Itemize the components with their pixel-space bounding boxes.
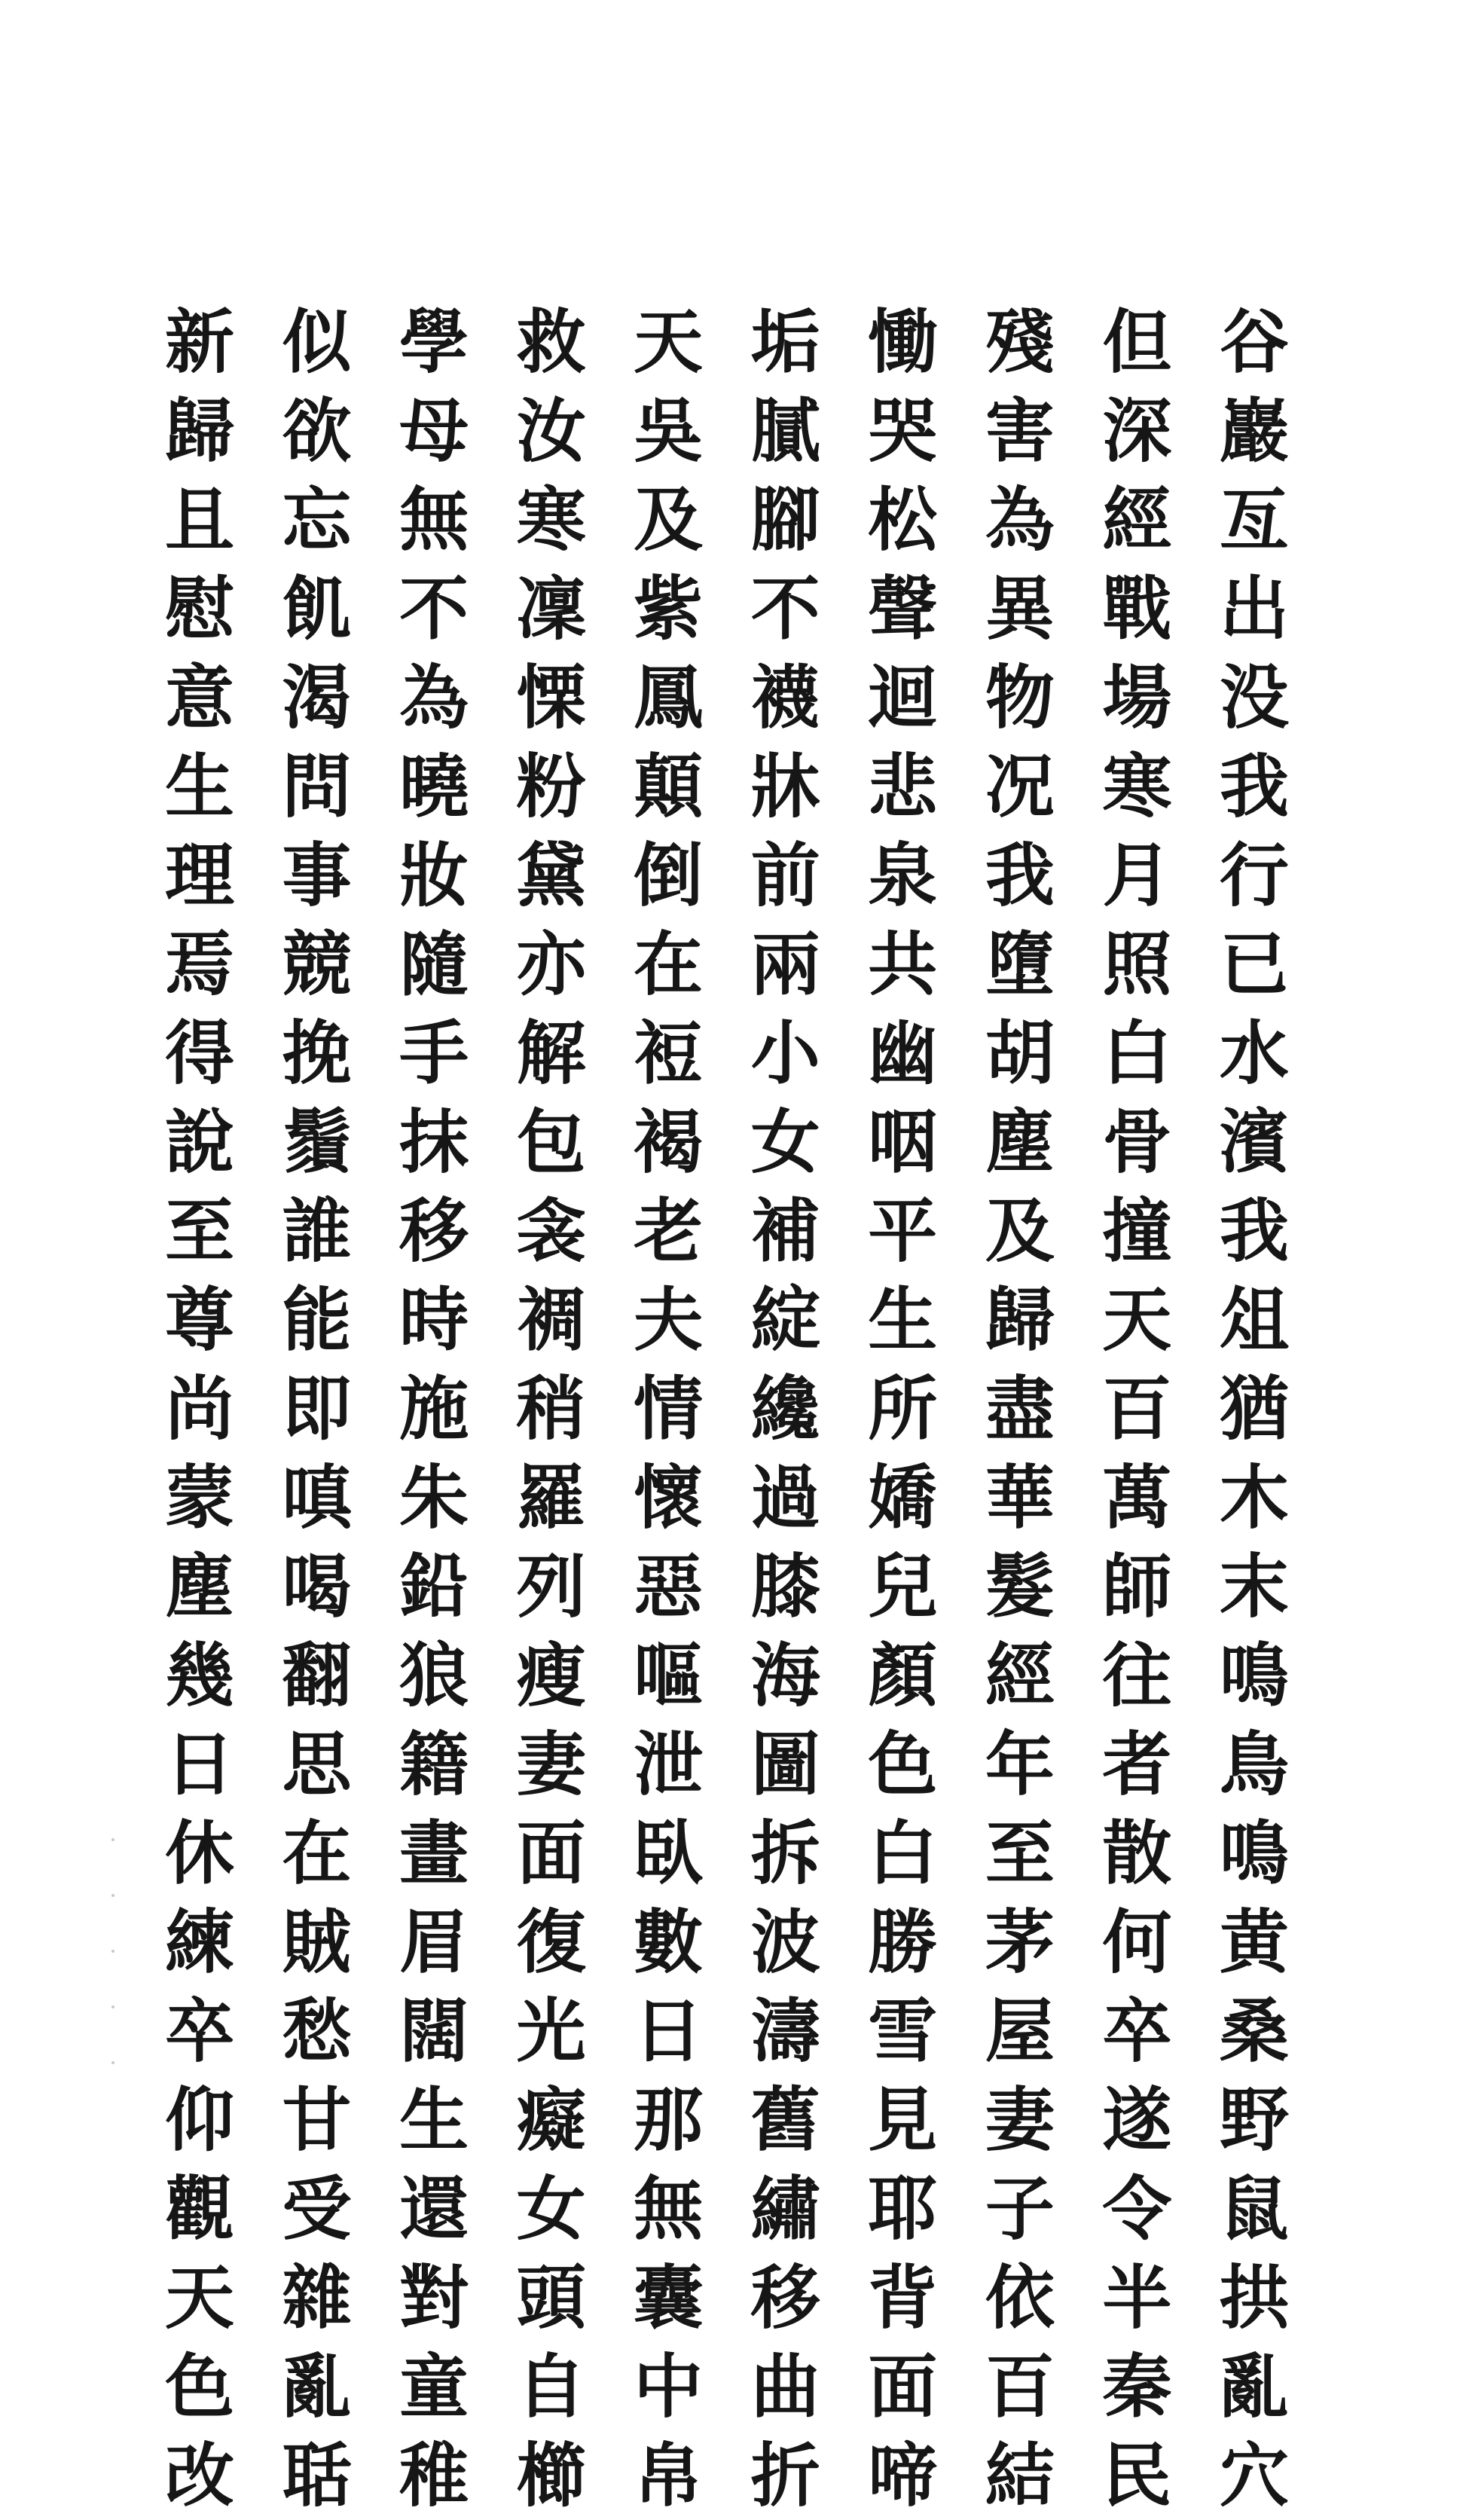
character-glyph: 改 — [164, 2435, 234, 2516]
character-glyph: 即 — [282, 1368, 352, 1449]
character-glyph: 光 — [516, 1990, 586, 2072]
character-glyph: 瘦 — [516, 1635, 586, 1716]
character-glyph: 民 — [1102, 2435, 1172, 2516]
character-glyph: 色 — [868, 1724, 938, 1805]
character-glyph: 及 — [634, 479, 704, 561]
character-glyph: 在 — [282, 1813, 352, 1894]
character-glyph: 闊 — [399, 1990, 469, 2072]
character-glyph: 愁 — [282, 1990, 352, 2072]
character-glyph: 見 — [868, 2079, 938, 2161]
character-glyph: 纔 — [750, 1368, 820, 1449]
character-glyph: 稚 — [399, 2435, 469, 2516]
character-glyph: 競 — [282, 924, 352, 1005]
character-glyph: 事 — [282, 835, 352, 916]
character-glyph: 天 — [634, 301, 704, 383]
character-glyph: 聒 — [282, 2435, 352, 2516]
character-glyph: 妻 — [516, 1724, 586, 1805]
text-column-9 — [268, 298, 366, 2516]
character-glyph: 日 — [634, 1990, 704, 2072]
character-glyph: 寒 — [1102, 746, 1172, 827]
character-glyph: 鳥 — [1219, 1724, 1289, 1805]
character-glyph: 髮 — [985, 1546, 1055, 1627]
character-glyph: 裋 — [634, 1013, 704, 1094]
character-glyph: 受 — [282, 2168, 352, 2250]
character-glyph: 天 — [164, 2257, 234, 2338]
margin-dots — [111, 1838, 116, 2064]
text-column-6 — [619, 298, 717, 2516]
character-glyph: 圖 — [750, 1724, 820, 1805]
character-glyph: 遂 — [1102, 2079, 1172, 2161]
character-glyph: 者 — [1102, 1724, 1172, 1805]
character-glyph: 萬 — [1102, 1457, 1172, 1538]
character-glyph: 汝 — [516, 390, 586, 472]
character-glyph: 補 — [750, 1190, 820, 1272]
character-glyph: 松 — [868, 479, 938, 561]
character-glyph: 能 — [282, 1279, 352, 1361]
character-glyph: 害 — [985, 390, 1055, 472]
character-glyph: 眉 — [399, 1901, 469, 1983]
character-glyph: 得 — [164, 1013, 234, 1094]
character-glyph: 妻 — [985, 2079, 1055, 2161]
character-glyph: 拆 — [750, 1813, 820, 1894]
character-glyph: 觀 — [164, 2168, 234, 2250]
character-glyph: 水 — [1219, 1013, 1289, 1094]
character-glyph: 思 — [282, 1724, 352, 1805]
character-glyph: 歸 — [985, 1279, 1055, 1361]
character-glyph: 曲 — [750, 2346, 820, 2427]
character-glyph: 練 — [164, 1901, 234, 1983]
character-glyph: 俎 — [1219, 1279, 1289, 1361]
character-glyph: 面 — [516, 1813, 586, 1894]
character-glyph: 前 — [750, 835, 820, 916]
character-glyph: 似 — [282, 301, 352, 383]
character-glyph: 谷 — [1219, 301, 1289, 383]
character-glyph: 垢 — [750, 301, 820, 383]
character-glyph: 舊 — [750, 2079, 820, 2161]
character-glyph: 問 — [282, 746, 352, 827]
character-glyph: 時 — [399, 1279, 469, 1361]
character-glyph: 過 — [750, 1457, 820, 1538]
character-glyph: 自 — [516, 2346, 586, 2427]
character-glyph: 嘔 — [634, 1635, 704, 1716]
character-glyph: 已 — [1219, 924, 1289, 1005]
character-glyph: 所 — [868, 1368, 938, 1449]
character-glyph: 面 — [868, 2346, 938, 2427]
character-glyph: 在 — [634, 924, 704, 1005]
character-glyph: 慄 — [516, 657, 586, 738]
character-glyph: 綻 — [750, 1279, 820, 1361]
character-glyph: 嬌 — [868, 1457, 938, 1538]
character-glyph: 懷 — [634, 1457, 704, 1538]
character-glyph: 濱 — [1219, 1101, 1289, 1183]
character-glyph: 狼 — [399, 1635, 469, 1716]
character-glyph: 波 — [750, 1901, 820, 1983]
character-glyph: 末 — [1219, 1546, 1289, 1627]
character-glyph: 猶 — [1219, 1368, 1289, 1449]
character-glyph: 行 — [1219, 835, 1289, 916]
character-glyph: 生 — [868, 1279, 938, 1361]
character-glyph: 鼠 — [1219, 2168, 1289, 2250]
character-glyph: 生 — [164, 746, 234, 827]
character-glyph: 色 — [164, 2346, 234, 2427]
character-glyph: 且 — [164, 479, 234, 561]
character-glyph: 桑 — [1219, 1990, 1289, 2072]
margin-dot — [111, 2005, 115, 2008]
character-glyph: 雜 — [282, 2257, 352, 2338]
character-glyph: 没 — [1219, 657, 1289, 738]
character-glyph: 令 — [1102, 2168, 1172, 2250]
character-glyph: 穴 — [1219, 2435, 1289, 2516]
character-glyph: 救 — [516, 301, 586, 383]
character-glyph: 情 — [634, 1368, 704, 1449]
character-glyph: 况 — [985, 746, 1055, 827]
character-glyph: 白 — [868, 1813, 938, 1894]
character-glyph: 年 — [985, 1724, 1055, 1805]
character-glyph: 亦 — [516, 924, 586, 1005]
character-glyph: 施 — [399, 1368, 469, 1449]
character-glyph: 數 — [634, 1901, 704, 1983]
character-glyph: 迴 — [868, 657, 938, 738]
character-glyph: 曉 — [399, 746, 469, 827]
character-glyph: 拱 — [1219, 2257, 1289, 2338]
character-glyph: 鳴 — [1219, 1635, 1289, 1716]
text-column-5 — [737, 298, 835, 2516]
character-glyph: 衾 — [516, 1190, 586, 1272]
character-glyph: 囊 — [634, 2257, 704, 2338]
character-glyph: 深 — [1102, 390, 1172, 472]
character-glyph: 日 — [164, 1724, 234, 1805]
character-glyph: 胡 — [985, 1013, 1055, 1094]
character-glyph: 鬚 — [282, 1101, 352, 1183]
character-glyph: 羅 — [516, 1457, 586, 1538]
character-glyph: 顏 — [868, 1635, 938, 1716]
character-glyph: 慰 — [164, 568, 234, 649]
character-glyph: 為 — [985, 479, 1055, 561]
character-glyph: 顛 — [634, 746, 704, 827]
character-glyph: 列 — [516, 1546, 586, 1627]
character-glyph: 骨 — [1102, 1101, 1172, 1183]
character-glyph: 出 — [1219, 568, 1289, 649]
character-glyph: 亂 — [282, 2346, 352, 2427]
character-glyph: 百 — [985, 2346, 1055, 2427]
character-glyph: 女 — [750, 1101, 820, 1183]
character-glyph: 膩 — [750, 390, 820, 472]
character-glyph: 畫 — [399, 1813, 469, 1894]
character-glyph: 耶 — [868, 2168, 938, 2250]
character-glyph: 哭 — [868, 390, 938, 472]
character-glyph: 牀 — [750, 746, 820, 827]
character-glyph: 茅 — [985, 1901, 1055, 1983]
character-glyph: 腳 — [750, 479, 820, 561]
character-glyph: 卒 — [164, 1990, 234, 2072]
character-glyph: 鳴 — [1219, 1813, 1289, 1894]
character-glyph: 膝 — [750, 1546, 820, 1627]
margin-dot — [111, 1838, 115, 1841]
character-glyph: 巖 — [1219, 390, 1289, 472]
character-glyph: 還 — [399, 2168, 469, 2250]
character-glyph: 聲 — [868, 568, 938, 649]
character-glyph: 我 — [985, 835, 1055, 916]
character-glyph: 往 — [1102, 1635, 1172, 1716]
character-glyph: 意 — [164, 657, 234, 738]
character-glyph: 欲 — [282, 390, 352, 472]
character-glyph: 我 — [1219, 1190, 1289, 1272]
character-glyph: 對 — [399, 2257, 469, 2338]
character-glyph: 撞 — [1102, 1190, 1172, 1272]
character-glyph: 飢 — [282, 568, 352, 649]
text-column-10 — [151, 298, 249, 2516]
character-glyph: 休 — [164, 1813, 234, 1894]
character-glyph: 殘 — [985, 301, 1055, 383]
text-column-2 — [1088, 298, 1186, 2516]
character-glyph: 那 — [634, 2079, 704, 2161]
character-glyph: 倒 — [634, 835, 704, 916]
character-glyph: 紫 — [634, 568, 704, 649]
text-column-7 — [502, 298, 600, 2516]
character-glyph: 挽 — [282, 1013, 352, 1094]
character-glyph: 籍 — [399, 1724, 469, 1805]
character-glyph: 黄 — [1219, 1901, 1289, 1983]
character-glyph: 繡 — [750, 2168, 820, 2250]
character-glyph: 塵 — [985, 1101, 1055, 1183]
character-glyph: 依 — [985, 2257, 1055, 2338]
character-glyph: 結 — [985, 2435, 1055, 2516]
character-glyph: 照 — [1102, 924, 1172, 1005]
character-glyph: 泉 — [868, 835, 938, 916]
text-column-3 — [971, 298, 1069, 2516]
character-glyph: 華 — [985, 1457, 1055, 1538]
character-glyph: 惡 — [634, 1546, 704, 1627]
character-glyph: 櫛 — [516, 2435, 586, 2516]
character-glyph: 頭 — [516, 2257, 586, 2338]
character-glyph: 雪 — [868, 1990, 938, 2072]
character-glyph: 慟 — [868, 301, 938, 383]
character-glyph: 尊 — [164, 1279, 234, 1361]
character-glyph: 共 — [868, 924, 938, 1005]
character-glyph: 亙 — [1219, 479, 1289, 561]
character-glyph: 百 — [1102, 1368, 1172, 1449]
margin-dot — [111, 1950, 115, 1953]
character-glyph: 理 — [164, 835, 234, 916]
character-glyph: 吳 — [634, 390, 704, 472]
character-glyph: 誰 — [282, 1190, 352, 1272]
character-glyph: 月 — [1102, 835, 1172, 916]
character-glyph: 異 — [985, 568, 1055, 649]
character-glyph: 復 — [516, 1901, 586, 1983]
margin-dot — [111, 1894, 115, 1897]
character-glyph: 襪 — [750, 657, 820, 738]
character-glyph: 褐 — [634, 1101, 704, 1183]
character-glyph: 盡 — [985, 1368, 1055, 1449]
character-glyph: 悲 — [868, 746, 938, 827]
character-glyph: 經 — [985, 1635, 1055, 1716]
character-glyph: 癡 — [516, 2079, 586, 2161]
character-glyph: 幾 — [164, 1635, 234, 1716]
character-glyph: 為 — [399, 657, 469, 738]
character-glyph: 白 — [1102, 1013, 1172, 1094]
character-glyph: 何 — [1102, 1901, 1172, 1983]
character-glyph: 啼 — [868, 2435, 938, 2516]
character-glyph: 及 — [985, 1190, 1055, 1272]
character-glyph: 凜 — [516, 568, 586, 649]
character-glyph: 黛 — [516, 835, 586, 916]
character-glyph: 卒 — [1102, 1990, 1172, 2072]
character-glyph: 母 — [399, 390, 469, 472]
character-glyph: 野 — [1219, 2079, 1289, 2161]
character-glyph: 手 — [399, 1013, 469, 1094]
character-glyph: 妝 — [399, 835, 469, 916]
character-glyph: 包 — [516, 1101, 586, 1183]
character-glyph: 屋 — [985, 1990, 1055, 2072]
character-glyph: 生 — [399, 2079, 469, 2161]
character-glyph: 夫 — [634, 1279, 704, 1361]
character-glyph: 濤 — [750, 1990, 820, 2072]
character-glyph: 甘 — [282, 2079, 352, 2161]
character-glyph: 臥 — [634, 1813, 704, 1894]
character-glyph: 平 — [868, 1190, 938, 1272]
character-glyph: 稍 — [516, 1368, 586, 1449]
character-glyph: 忘 — [282, 479, 352, 561]
character-glyph: 焉 — [164, 924, 234, 1005]
character-glyph: 喝 — [282, 1546, 352, 1627]
character-glyph: 子 — [985, 2168, 1055, 2250]
character-glyph: 折 — [750, 2435, 820, 2516]
character-glyph: 亂 — [1219, 2346, 1289, 2427]
character-glyph: 隨 — [399, 924, 469, 1005]
character-glyph: 場 — [1102, 657, 1172, 738]
character-glyph: 嗔 — [282, 1457, 352, 1538]
character-glyph: 粉 — [516, 746, 586, 827]
character-glyph: 至 — [985, 1813, 1055, 1894]
character-glyph: 天 — [1102, 1279, 1172, 1361]
character-glyph: 鉛 — [399, 1546, 469, 1627]
character-glyph: 歸 — [164, 390, 234, 472]
character-glyph: 不 — [399, 568, 469, 649]
character-glyph: 抹 — [399, 1101, 469, 1183]
character-glyph: 渴 — [282, 657, 352, 738]
character-glyph: 老 — [634, 1190, 704, 1272]
character-glyph: 幽 — [868, 1013, 938, 1094]
character-glyph: 我 — [1219, 746, 1289, 827]
character-glyph: 海 — [750, 1635, 820, 1716]
character-glyph: 鳳 — [634, 657, 704, 738]
character-glyph: 女 — [516, 2168, 586, 2250]
character-glyph: 賊 — [282, 1901, 352, 1983]
character-glyph: 物 — [985, 657, 1055, 738]
character-glyph: 小 — [750, 1013, 820, 1094]
character-glyph: 移 — [399, 1190, 469, 1272]
character-glyph: 師 — [1102, 1546, 1172, 1627]
character-glyph: 但 — [1102, 301, 1172, 383]
character-glyph: 不 — [750, 568, 820, 649]
character-glyph: 寒 — [516, 479, 586, 561]
character-glyph: 說 — [164, 1101, 234, 1183]
calligraphy-text-block — [151, 298, 1303, 2516]
character-glyph: 學 — [399, 301, 469, 383]
character-glyph: 塵 — [164, 1546, 234, 1627]
character-glyph: 至 — [164, 1190, 234, 1272]
character-glyph: 秦 — [1102, 2346, 1172, 2427]
character-glyph: 翻 — [282, 1635, 352, 1716]
character-glyph: 半 — [1102, 2257, 1172, 2338]
character-glyph: 新 — [164, 301, 234, 383]
character-glyph: 蒙 — [164, 1457, 234, 1538]
character-glyph: 尚 — [164, 1368, 234, 1449]
character-glyph: 中 — [634, 2346, 704, 2427]
character-glyph: 帛 — [634, 2435, 704, 2516]
margin-dot — [111, 2061, 115, 2064]
character-glyph: 朱 — [399, 1457, 469, 1538]
character-glyph: 咽 — [868, 1101, 938, 1183]
character-glyph: 散 — [1102, 1813, 1172, 1894]
character-glyph: 裯 — [516, 1279, 586, 1361]
character-glyph: 戰 — [1102, 568, 1172, 649]
character-glyph: 墮 — [985, 924, 1055, 1005]
text-column-1 — [1205, 298, 1303, 2516]
character-glyph: 兒 — [868, 1546, 938, 1627]
character-glyph: 經 — [1102, 479, 1172, 561]
character-glyph: 童 — [399, 2346, 469, 2427]
character-glyph: 無 — [634, 2168, 704, 2250]
character-glyph: 背 — [868, 2257, 938, 2338]
text-column-4 — [853, 298, 951, 2516]
character-glyph: 木 — [1219, 1457, 1289, 1538]
character-glyph: 勝 — [868, 1901, 938, 1983]
character-glyph: 泄 — [634, 1724, 704, 1805]
character-glyph: 移 — [750, 2257, 820, 2338]
text-column-8 — [385, 298, 483, 2516]
character-glyph: 仰 — [164, 2079, 234, 2161]
character-glyph: 解 — [516, 1013, 586, 1094]
character-glyph: 兩 — [750, 924, 820, 1005]
character-glyph: 無 — [399, 479, 469, 561]
